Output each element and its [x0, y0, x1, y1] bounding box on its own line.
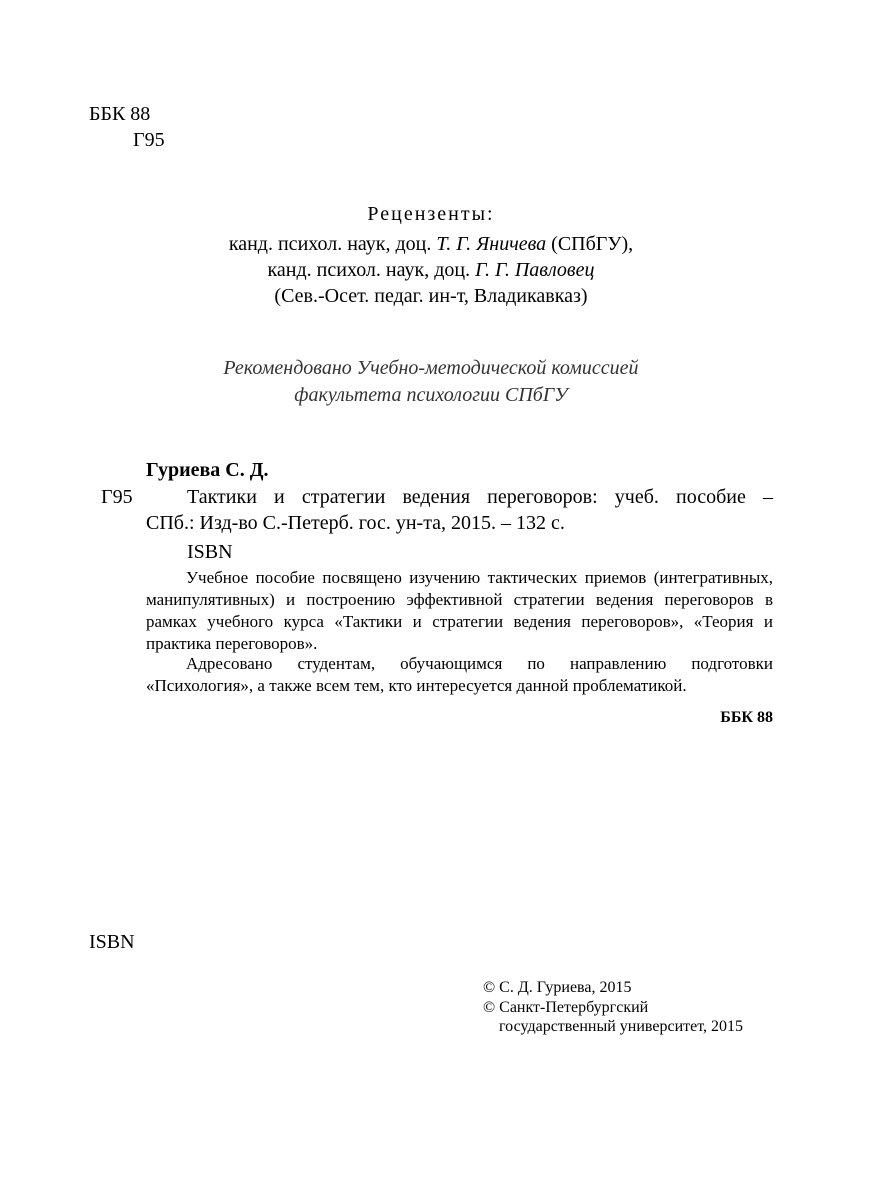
recommendation-line-1: Рекомендовано Учебно-методической комиссией	[223, 357, 639, 379]
bbk-code-top: ББК 88	[89, 103, 151, 125]
book-title-line-2: СПб.: Изд-во С.-Петерб. гос. ун-та, 2015. – 132 с.	[146, 512, 565, 534]
copyright-line-2: © Санкт-Петербургский	[483, 999, 649, 1016]
annotation-paragraph-2: Адресовано студентам, обучающимся по направлению подготовки «Психология», а также всем тем, кто интересуется данной проблематикой.	[146, 654, 773, 695]
annotation-paragraph-1: Учебное пособие посвящено изучению тактических приемов (интегративных, манипулятивных) и построению эффективной стратегии ведения переговоров в рамках учебного курса «Тактики и стратегии ведения переговоров», «Теория и практика переговоров».	[146, 568, 773, 653]
reviewers-heading: Рецензенты:	[367, 203, 495, 225]
reviewer-2-affiliation: (Сев.-Осет. педаг. ин-т, Владикавказ)	[274, 285, 588, 307]
recommendation-line-2: факультета психологии СПбГУ	[294, 384, 568, 406]
reviewer-1-prefix: канд. психол. наук, доц.	[228, 233, 437, 255]
bbk-code-right: ББК 88	[720, 709, 773, 726]
reviewer-1-suffix: (СПбГУ),	[546, 233, 634, 255]
copyright-line-1: © С. Д. Гуриева, 2015	[483, 979, 632, 996]
reviewer-2-name: Г. Г. Павловец	[475, 259, 595, 281]
reviewer-1	[0, 231, 862, 257]
book-title-line-1: Тактики и стратегии ведения переговоров: учеб. пособие –	[187, 486, 773, 508]
isbn-label: ISBN	[187, 541, 233, 563]
isbn-bottom: ISBN	[89, 931, 135, 953]
author-name: Гуриева С. Д.	[146, 459, 269, 481]
reviewer-2-prefix: канд. психол. наук, доц.	[267, 259, 476, 281]
author-index: Г95	[101, 486, 133, 508]
reviewer-2	[0, 257, 862, 283]
reviewer-1-name: Т. Г. Яничева	[436, 233, 547, 255]
copyright-line-3: государственный университет, 2015	[499, 1018, 744, 1035]
author-index-top: Г95	[133, 129, 165, 151]
